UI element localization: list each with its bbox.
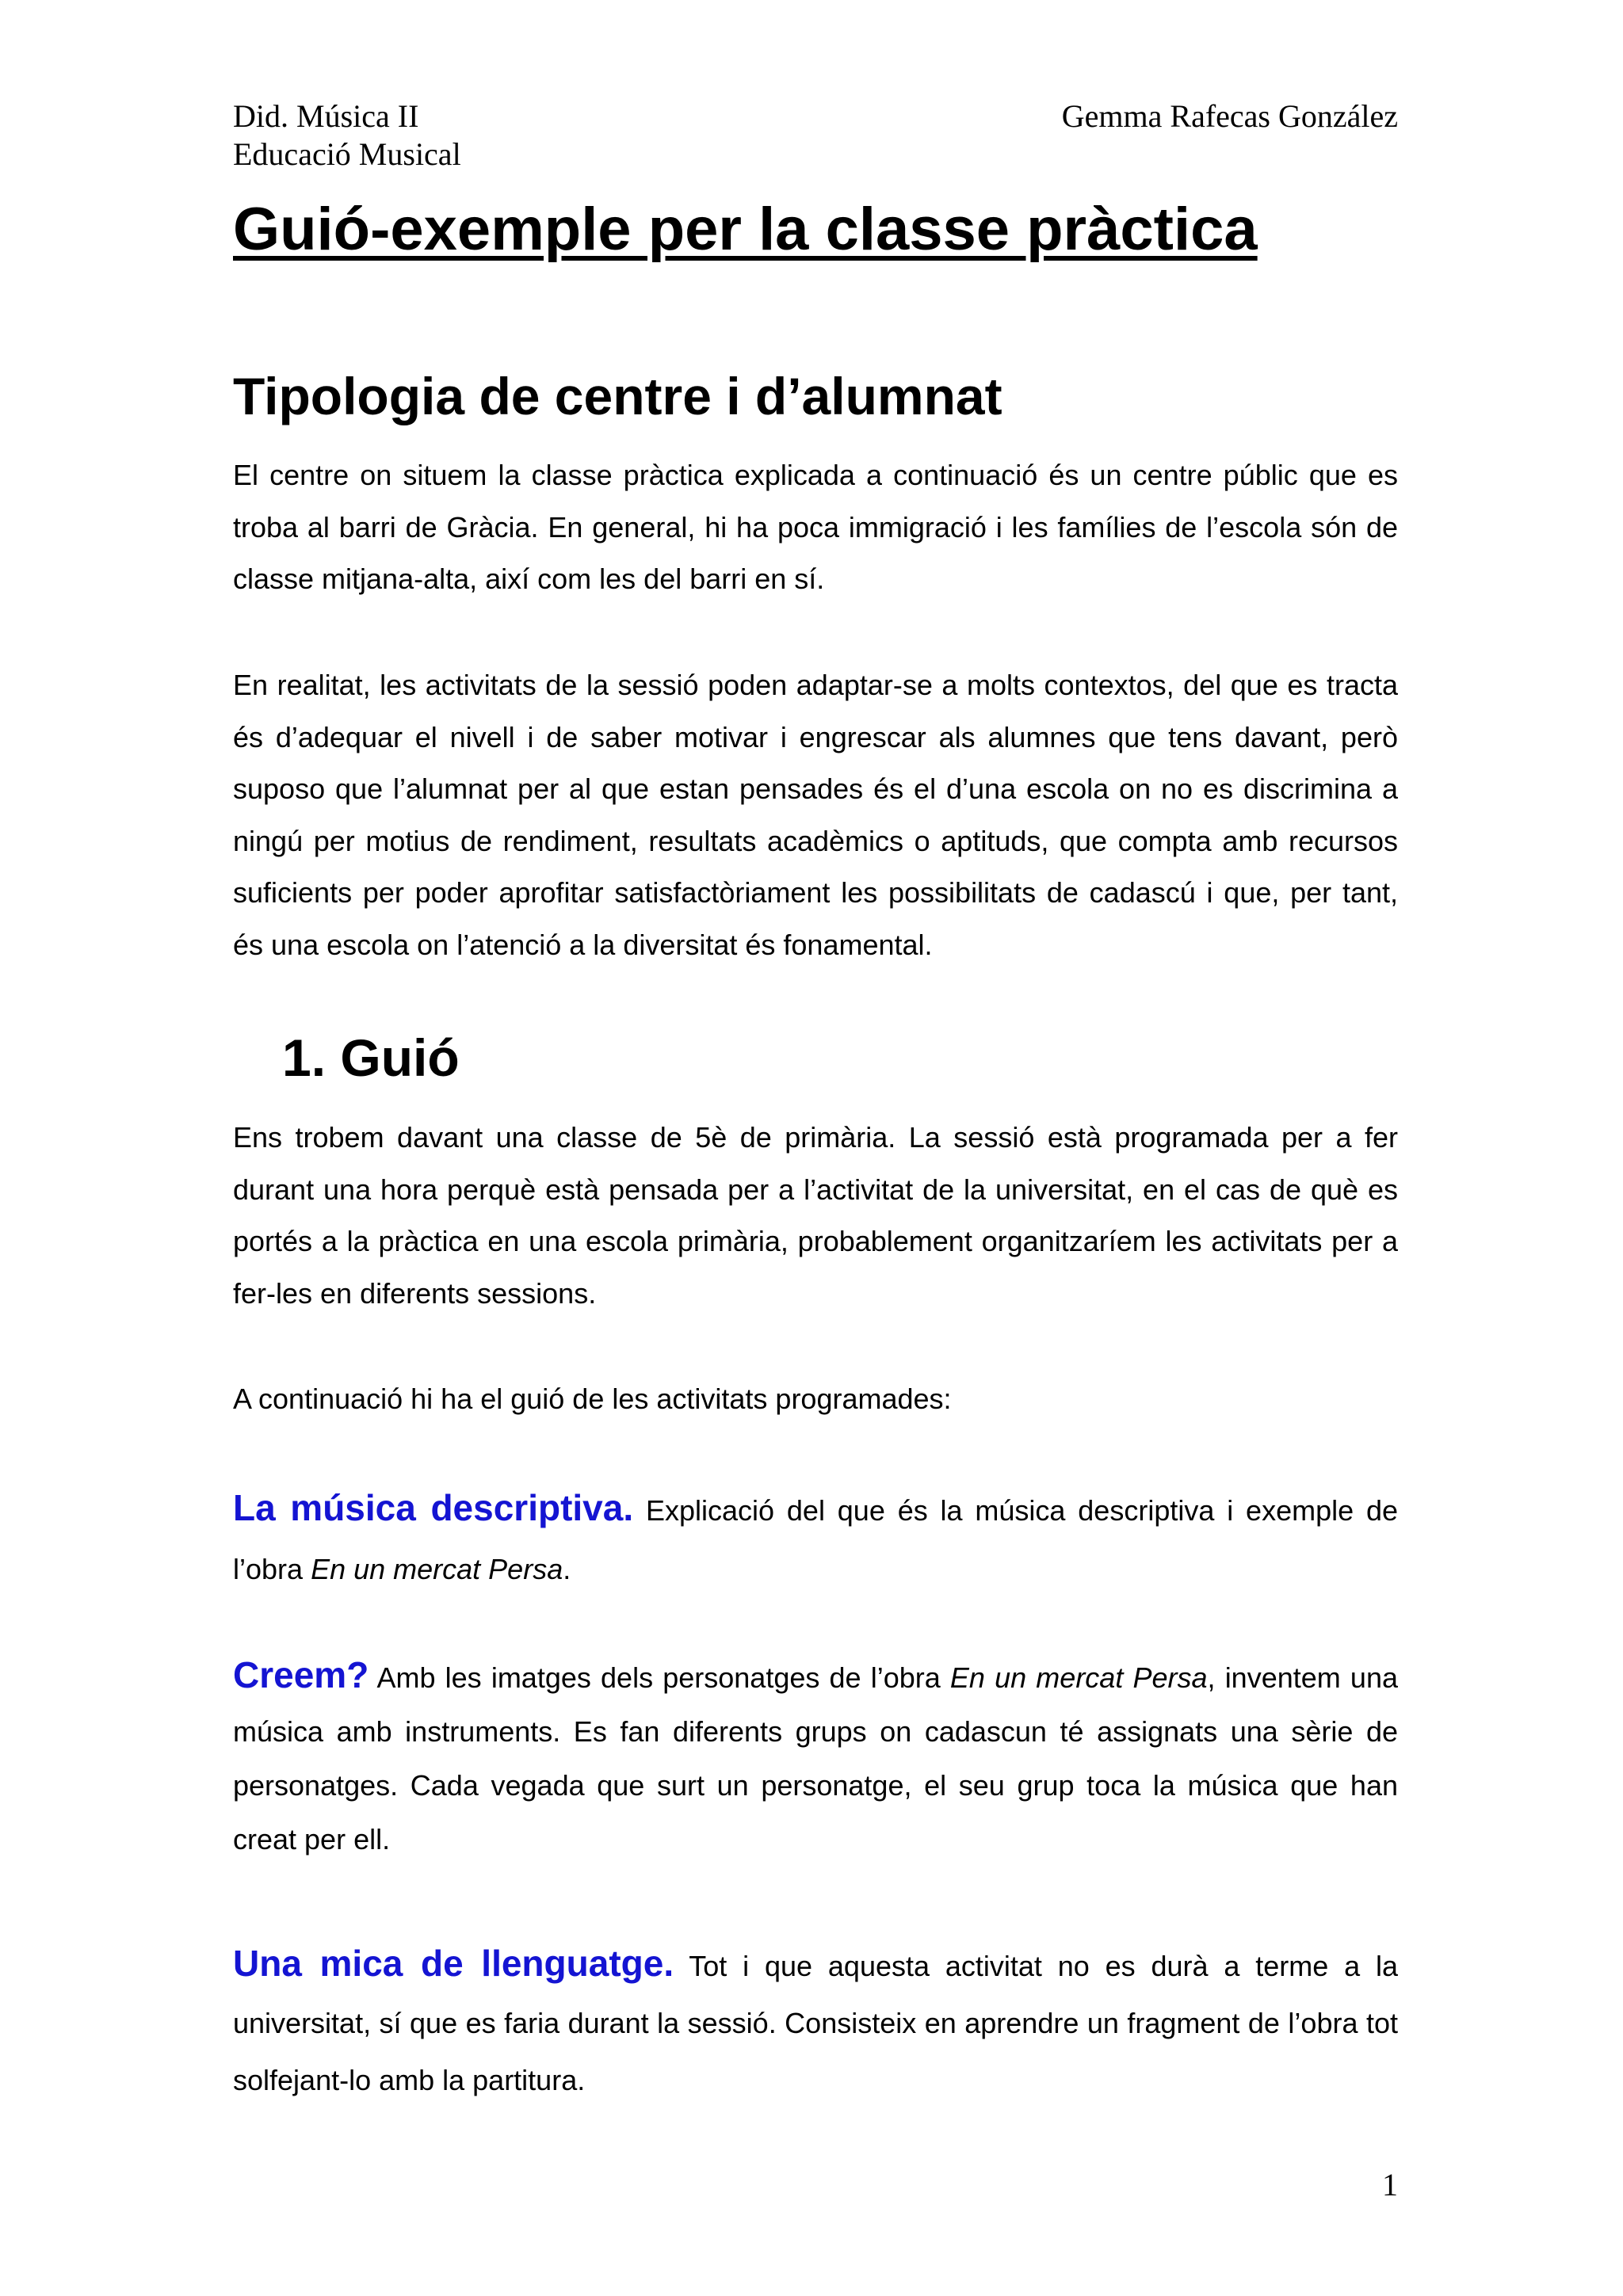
- paragraph-centre: El centre on situem la classe pràctica explicada a continuació és un centre públic que es troba al barri de Gràcia. En general, hi ha poca immigració i les famílies de l’escola són de classe mitjana-alta, així com les del barri en sí.: [233, 459, 1398, 595]
- activity-text: Tot i que aquesta activitat no es durà a terme a la universitat, sí que es faria durant la sessió. Consisteix en aprendre un fragment de l’obra tot solfejant-lo amb la partitura.: [233, 1950, 1398, 2096]
- activity-title: Una mica de llenguatge.: [233, 1943, 674, 1984]
- header-subject: Educació Musical: [233, 136, 461, 172]
- section-heading-guio: 1. Guió: [282, 1028, 460, 1087]
- activity-musica-descriptiva: [233, 1478, 1398, 1599]
- paragraph-classe: Ens trobem davant una classe de 5è de primària. La sessió està programada per a fer durant una hora perquè està pensada per a l’activitat de la universitat, en el cas de què es portés a la pràctica en una escola primària, probablement organitzaríem les activitats per a fer-les en diferents sessions.: [233, 1121, 1398, 1310]
- activity-creem: [233, 1648, 1398, 1867]
- paragraph-realitat: En realitat, les activitats de la sessió poden adaptar-se a molts contextos, del que es tracta és d’adequar el nivell i de saber motivar i engrescar als alumnes que tens davant, però suposo que l’alumnat per al que estan pensades és el d’una escola on no es discrimina a ningú per motius de rendiment, resultats acadèmics o aptituds, que compta amb recursos suficients per poder aprofitar satisfactòriament les possibilitats de cadascú i que, per tant, és una escola on l’atenció a la diversitat és fonamental.: [233, 669, 1398, 961]
- header-author: Gemma Rafecas González: [1061, 98, 1398, 134]
- header-course: Did. Música II: [233, 98, 419, 134]
- document-title: Guió-exemple per la classe pràctica: [233, 196, 1258, 263]
- activity-text-end: , inventem una música amb instruments. Es fan diferents grups on cadascun té assignats una sèrie de personatges. Cada vegada que surt un personatge, el seu grup toca la música que han creat per ell.: [233, 1661, 1398, 1855]
- activity-llenguatge: [233, 1935, 1398, 2109]
- document-page: [233, 0, 1398, 2296]
- activity-text-end: .: [563, 1553, 571, 1585]
- activity-text: Amb les imatges dels personatges de l’obra: [369, 1661, 950, 1694]
- activity-work-title: En un mercat Persa: [311, 1553, 563, 1585]
- activity-title: La música descriptiva.: [233, 1487, 634, 1528]
- paragraph-continuacio: A continuació hi ha el guió de les activitats programades:: [233, 1383, 952, 1415]
- activity-title: Creem?: [233, 1654, 369, 1695]
- activity-text: Explicació del que és la música descriptiva i exemple de l’obra: [233, 1494, 1399, 1585]
- activity-work-title: En un mercat Persa: [949, 1661, 1208, 1694]
- page-number: 1: [1382, 2167, 1398, 2203]
- section-heading-tipologia: Tipologia de centre i d’alumnat: [233, 367, 1002, 425]
